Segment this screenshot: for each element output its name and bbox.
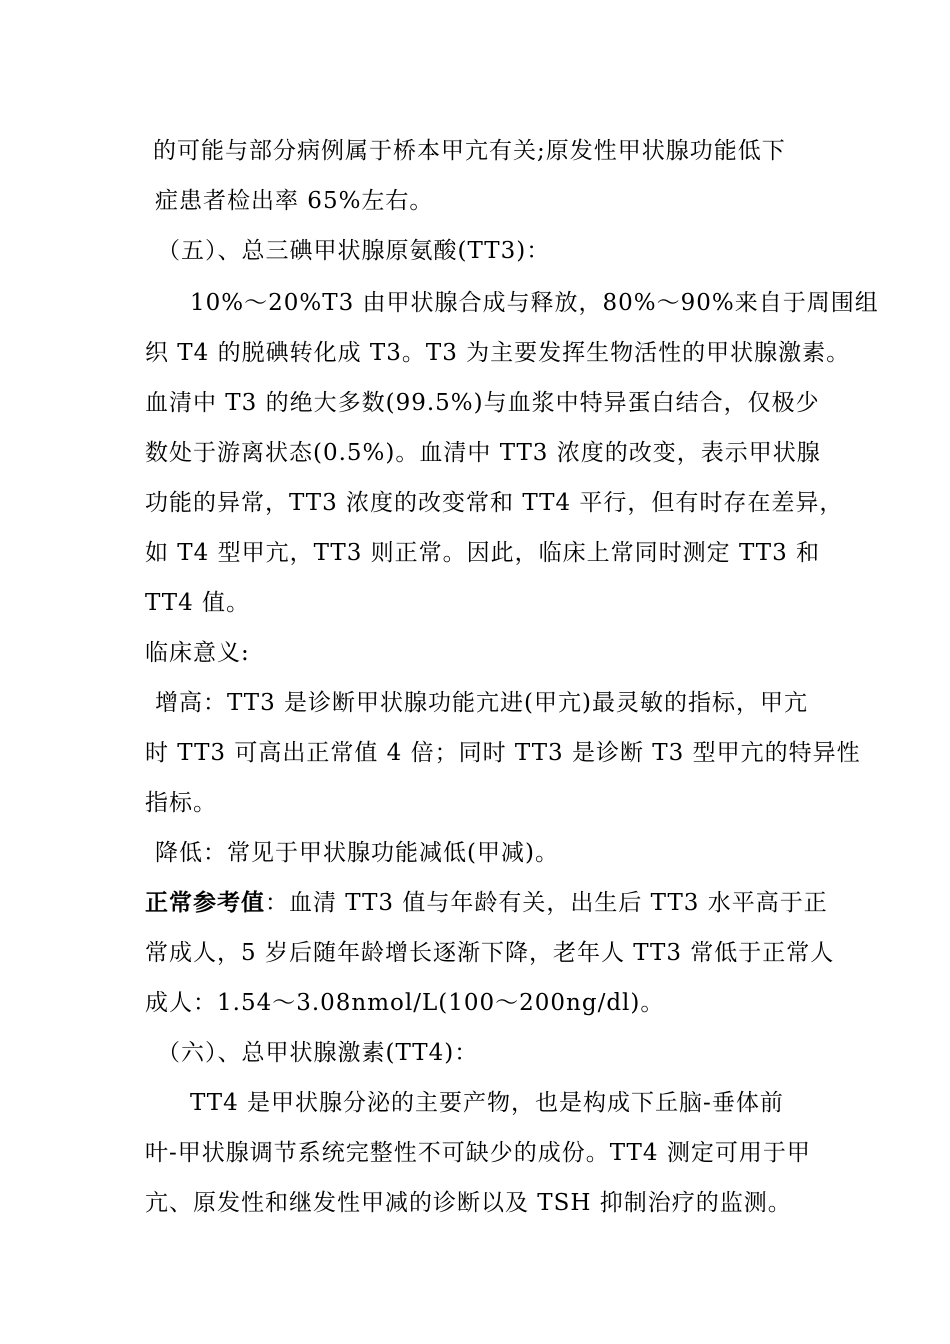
paragraph-line: 数处于游离状态(0.5%)。血清中 TT3 浓度的改变，表示甲状腺 (145, 440, 821, 466)
paragraph-line: 叶-甲状腺调节系统完整性不可缺少的成份。TT4 测定可用于甲 (145, 1140, 811, 1166)
paragraph-line: TT4 是甲状腺分泌的主要产物，也是构成下丘脑-垂体前 (190, 1090, 784, 1116)
section-heading: （六）、总甲状腺激素(TT4)： (157, 1040, 479, 1066)
paragraph-line: 10%～20%T3 由甲状腺合成与释放，80%～90%来自于周围组 (190, 290, 879, 316)
paragraph-line: 亢、原发性和继发性甲减的诊断以及 TSH 抑制治疗的监测。 (145, 1190, 792, 1216)
paragraph-line: 的可能与部分病例属于桥本甲亢有关;原发性甲状腺功能低下 (153, 138, 786, 164)
paragraph-line: 血清中 T3 的绝大多数(99.5%)与血浆中特异蛋白结合，仅极少 (145, 390, 820, 416)
paragraph-line: 降低：常见于甲状腺功能减低(甲减)。 (155, 840, 559, 866)
paragraph-line: 症患者检出率 65%左右。 (155, 188, 434, 214)
paragraph-line: TT4 值。 (145, 590, 251, 616)
paragraph-line: 指标。 (145, 790, 217, 816)
paragraph-line: 时 TT3 可高出正常值 4 倍；同时 TT3 是诊断 T3 型甲亢的特异性 (145, 740, 861, 766)
paragraph-line: 功能的异常，TT3 浓度的改变常和 TT4 平行，但有时存在差异， (145, 490, 844, 516)
reference-value-line (145, 888, 828, 918)
paragraph-line: 织 T4 的脱碘转化成 T3。T3 为主要发挥生物活性的甲状腺激素。 (145, 340, 851, 366)
reference-value-text: ：血清 TT3 值与年龄有关，出生后 TT3 水平高于正 (265, 890, 828, 916)
clinical-significance-heading: 临床意义: (145, 640, 250, 666)
paragraph-line: 成人：1.54～3.08nmol/L(100～200ng/dl)。 (145, 990, 665, 1016)
paragraph-line: 增高：TT3 是诊断甲状腺功能亢进(甲亢)最灵敏的指标，甲亢 (155, 690, 808, 716)
section-heading: （五）、总三碘甲状腺原氨酸(TT3)： (157, 238, 551, 264)
paragraph-line: 如 T4 型甲亢，TT3 则正常。因此，临床上常同时测定 TT3 和 (145, 540, 821, 566)
normal-reference-label: 正常参考值 (145, 889, 265, 916)
paragraph-line: 常成人，5 岁后随年龄增长逐渐下降，老年人 TT3 常低于正常人 (145, 940, 835, 966)
